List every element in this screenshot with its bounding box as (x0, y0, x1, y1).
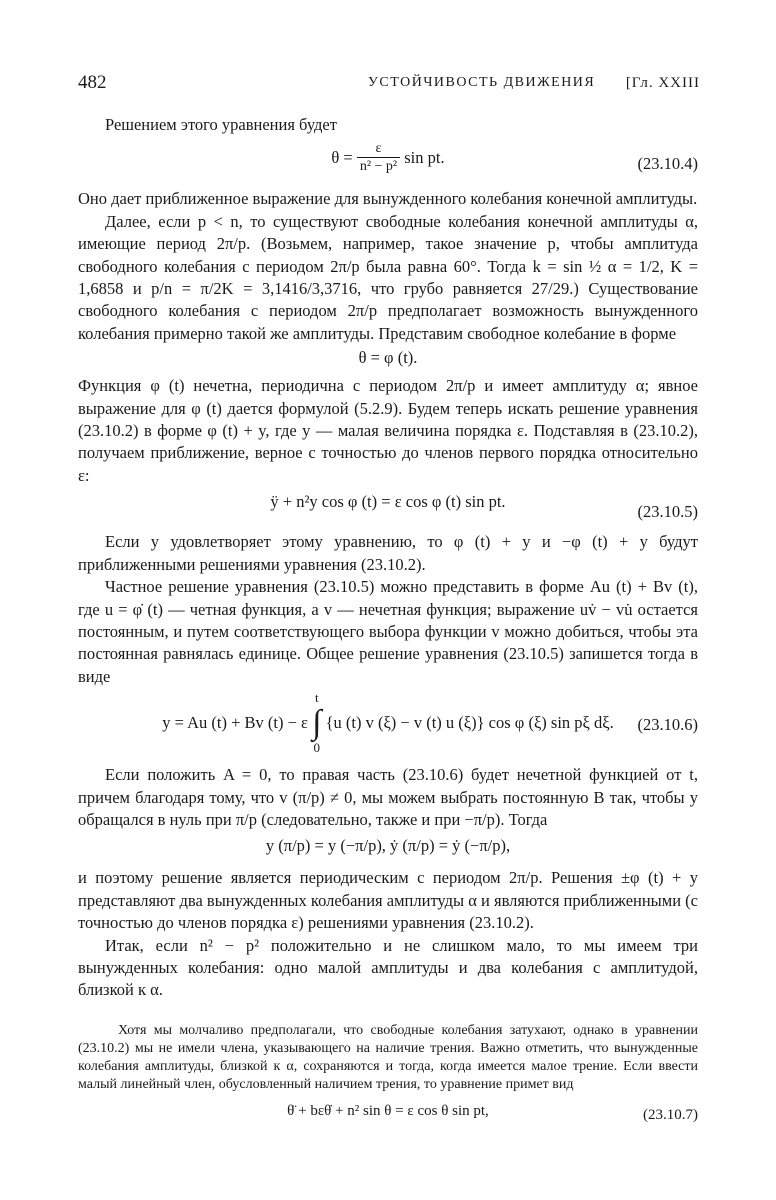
equation-text: ÿ + n²y cos φ (t) = ε cos φ (t) sin pt. (270, 492, 506, 512)
equation-text: θ̈ + bεθ̇ + n² sin θ = ε cos θ sin pt, (287, 1102, 489, 1119)
equation-lhs: θ = (331, 147, 353, 167)
equation-free-oscillation (78, 347, 698, 371)
paragraph: Если положить A = 0, то правая часть (23.10.6) будет нечетной функцией от t, причем благодаря тому, что v (π/p) ≠ 0, мы можем выбрать постоянную B так, чтобы y обращался в нуль при π/p (следовательно, также и при −π/p). Тогда (78, 765, 698, 829)
paragraph: Решением этого уравнения будет (105, 115, 337, 134)
paragraph: Функция φ (t) нечетна, периодична с периодом 2π/p и имеет амплитуду α; явное выражение для φ (t) дается формулой (5.2.9). Будем теперь искать решение уравнения (23.10.2) в форме φ (t) + y, где y — малая величина порядка ε. Подставляя в (23.10.2), получаем приближение, верное с точностью до членов первого порядка относительно ε: (78, 376, 698, 485)
paragraph: и поэтому решение является периодическим с периодом 2π/p. Решения ±φ (t) + y представляют два вынужденных колебания амплитуды α и являются приближенными (с точностью до членов порядка ε) решениями уравнения (23.10.2). (78, 868, 698, 933)
equation-number: (23.10.5) (637, 502, 698, 522)
integral-symbol: ∫ (312, 704, 322, 742)
equation-rhs: {u (t) v (ξ) − v (t) u (ξ)} cos φ (ξ) sin pξ dξ. (325, 712, 614, 732)
equation-number: (23.10.7) (643, 1106, 698, 1123)
equation-lhs: y = Au (t) + Bv (t) − ε (162, 712, 308, 732)
paragraph: Оно дает приближенное выражение для вынужденного колебания конечной амплитуды. (78, 189, 698, 209)
integral-lower-limit: 0 (313, 740, 321, 756)
equation-number: (23.10.4) (637, 154, 698, 174)
integral-sign (312, 690, 321, 756)
equation-periodicity (78, 835, 698, 863)
chapter-label: [Гл. XXIII (625, 75, 700, 91)
equation-rhs: sin pt. (404, 147, 445, 167)
main-text (78, 114, 698, 1132)
fraction-denominator: n² − p² (359, 159, 398, 175)
page-number: 482 (78, 72, 107, 93)
equation-23-10-7 (78, 1102, 698, 1132)
integral-upper-limit: t (314, 690, 319, 706)
paragraph: Итак, если n² − p² положительно и не слишком мало, то мы имеем три вынужденных колебания: одно малой амплитуды и два колебания с амплитудой, близкой к α. (78, 935, 698, 1000)
equation-text: y (π/p) = y (−π/p), ẏ (π/p) = ẏ (−π/p), (265, 836, 511, 856)
note-paragraph: Хотя мы молчаливо предполагали, что свободные колебания затухают, однако в уравнении (23.10.2) мы не имели члена, указывающего на наличие трения. Важно отметить, что вынужденные колебания амплитуды, близкой к α, сохраняются и тогда, когда имеется малое трение. Если ввести малый линейный член, обусловленный наличием трения, то уравнение примет вид (78, 1022, 698, 1092)
paragraph: Если y удовлетворяет этому уравнению, то φ (t) + y и −φ (t) + y будут приближенными решениями уравнения (23.10.2). (78, 532, 698, 574)
equation-text: θ = φ (t). (358, 348, 418, 368)
paragraph: Частное решение уравнения (23.10.5) можно представить в форме Au (t) + Bv (t), где u = φ̇ (t) — четная функция, а v — нечетная функция; выражение uv̇ − vu̇ остается постоянным, и путем соответствующего выбора функции v можно добиться, чтобы эта постоянная равнялась единице. Общее решение уравнения (23.10.5) запишется тогда в виде (78, 577, 698, 686)
paragraph: Далее, если p < n, то существуют свободные колебания конечной амплитуды α, имеющие период 2π/p. (Возьмем, например, такое значение p, чтобы амплитуда свободного колебания с периодом 2π/p была равна 60°. Тогда k = sin ½ α = 1/2, K = 1,6858 и p/n = π/2K = 3,1416/3,3716, что грубо равняется 27/29.) Существование свободного колебания с периодом 2π/p предполагает возможность вынужденного колебания примерно такой же амплитуды. Представим свободное колебание в форме (78, 211, 698, 343)
equation-23-10-4 (78, 140, 698, 188)
page-header (78, 72, 700, 96)
fraction-numerator: ε (357, 140, 400, 158)
footnote-remark (78, 1022, 698, 1132)
equation-number: (23.10.6) (637, 715, 698, 735)
running-title: УСТОЙЧИВОСТЬ ДВИЖЕНИЯ (368, 75, 596, 90)
equation-23-10-5 (78, 491, 698, 531)
fraction (357, 140, 400, 175)
equation-23-10-6 (78, 690, 698, 760)
